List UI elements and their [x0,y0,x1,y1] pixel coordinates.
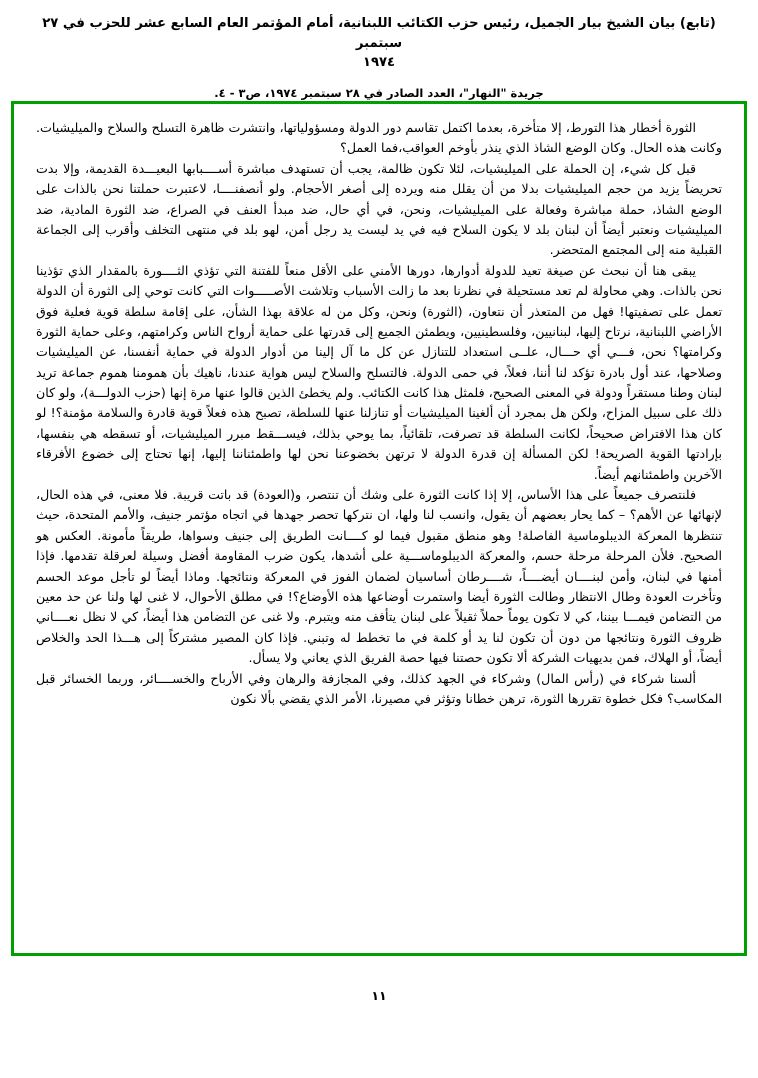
body-paragraph: ألسنا شركاء في (رأس المال) وشركاء في الجهد كذلك، وفي المجازفة والرهان وفي الأرباح والخســــائر، وربما الخسائر قبل المكاسب؟ فكل خطوة تقررها الثورة، ترهن خطانا وتؤثر في مصيرنا، الأمر الذي يقضي بألا نكون [36,670,722,706]
body-paragraph: الثورة أخطار هذا التورط، إلا متأخرة، بعدما اكتمل تقاسم دور الدولة ومسؤولياتها، وانتشرت ظاهرة التسلح والسلاح والميليشيات. وكانت هذه الحال. وكان الوضع الشاذ الذي ينذر بأوخم العواقب،فما العمل؟ [36,120,722,156]
document-header [29,14,729,100]
header-year: ١٩٧٤ [362,54,396,70]
document-body [36,118,722,709]
header-source: جريدة "النهار"، العدد الصادر في ٢٨ سبتمبر ١٩٧٤، ص٣ - ٤. [214,85,544,100]
body-paragraph: قبل كل شيء، إن الحملة على الميليشيات، لئلا تكون ظالمة، يجب أن تستهدف مباشرة أســــبابها البعيـــدة القديمة، وإلا بدت تحريضاً يزيد من حجم الميليشيات بدلا من أن يقلل منه ويرده إلى أصغر الأحجام. ولو أنصفنــــا، لاعتبرت حملتنا نحن بالذات على الوضع الشاذ، حملة مباشرة وفعالة على الميليشيات، ونحن، في أي حال، ضد مبدأ العنف في الصراع، ضد الثورة المادية، ضد الميليشيات ونعتبر أيضاً أن لبنان بلد لا يكون السلاح فيه في يد ليست يد رجل أمن، لهو بلد في منتهى التخلف وأقرب إلى الجماعة القبلية منه إلى المجتمع المتحضر. [36,160,722,258]
body-paragraph: فلنتصرف جميعاً على هذا الأساس، إلا إذا كانت الثورة على وشك أن تنتصر، و(العودة) قد باتت قريبة. فلا معنى، في هذه الحال، لإنهائها عن الأهم؟ – كما يحار بعضهم أن يقول، وانسب لنا ولها، ان نتركها تحصر جهدها في اتجاه مؤتمر جنيف، والأمم المتحدة، حيث تنتظرها المعركة الديبلوماسية الفاصلة! وهو منطق مقبول فيما لو كــــانت الطريق إلى جنيف وسواها، طريقاً مأمونة. العكس هو الصحيح. فلأن المرحلة مرحلة حسم، والمعركة الديبلوماســـية على أشدها، يكون ضرب المقاومة أفضل وسيلة لعرقلة تقدمها. فإذا أمنها في لبنان، وأمن لبنــــان أيضــــاً، شــــرطان أساسيان لضمان الفوز في المعركة ونتائجها. وماذا أيضاً لو تأجل موعد الحسم وتأخرت العودة وطال الانتظار وطالت الثورة أيضا واستمرت أوضاعها هذه الأوضاع؟! في مطلق الأحوال، لا غنى لها ولنا عن حد معين من التضامن فيمـــا بيننا، كي لا تكون يوماً حملاً ثقيلاً على لبنان يتأفف منه ويتبرم. ولا غنى عن التضامن هذا أيضاً، كي لا نظل نعــــاني ظروف الثورة ونتائجها من دون أن تكون لنا يد أو كلمة في ما تخطط له وتبني. فإذا كان المصير مشتركاً إلى هـــذا الحد والخلاص أيضاً، أو الهلاك، فمن بديهيات الشركة ألا تكون حصتنا فيها حصة الفريق الذي يعاني ولا يسأل. [36,487,722,666]
body-paragraph: يبقى هنا أن نبحث عن صيغة تعيد للدولة أدوارها، دورها الأمني على الأقل منعاً للفتنة التي تؤذي الثــــورة بالمقدار الذي تؤذينا نحن بالذات. وهي محاولة لم تعد مستحيلة في نظرنا بعد ما زالت الأسباب وتلاشت الأصـــــوات التي كانت توحي إلى الثورة أن الدولة تعمل على تصفيتها! فهل من المتعذر أن نتعاون، (الثورة) ونحن، وكل من له علاقة بهذا الشأن، على إقامة سلطة قوية فعلية فوق الأراضي اللبنانية، نرتاح إليها، لبنانيين، وفلسطينيين، ويطمئن الجميع إلى قدرتها على حماية أرواح الناس وكرامتهم، وعلى حماية الثورة وكرامتها؟ نحن، فـــي أي حـــال، علــى استعداد للتنازل عن كل ما آل إلينا من أدوار الدولة في حماية أنفسنا، عن الميليشيات وصلاحها، عند أول بادرة تؤكد لنا أننا، فعلاً، في حمى الدولة. فالتسلح والسلاح ليس هواية عندنا، ناهيك بأن همومنا هموم جماعة تريد لبنان وطنا مستقراً ودولة في المعنى الصحيح، فلمثل هذا كانت الكتائب. ولم يخطئ الذين قالوا عنها مرة إنها (حزب الدولـــة)، ولو كان ذلك على سبيل المزاح، ولكن هل بمجرد أن ألغينا الميليشيات أو تنازلنا عنها للسلطة، تصبح هذه فعلاً قوية قادرة والسلامة مؤمنة؟! لو كان هذا الافتراض صحيحاً، لكانت السلطة قد تصرفت، تلقائياً، بما يوحي بذلك، فيســـقط مبرر الميليشيات، أو تسقطه هي بنفسها، بإرادتها القوية الصريحة! لكن المسألة إن قدرة الدولة لا ترتهن بخضوعنا نحن لها واطمئناننا إليها، إنها تحتاج إلى خضوع الأفرقاء الآخرين واطمئنانهم أيضاً. [36,262,722,482]
header-title: (تابع) بيان الشيخ بيار الجميل، رئيس حزب الكتائب اللبنانية، أمام المؤتمر العام السابع عشر للحزب في ٢٧ سبتمبر [42,16,716,52]
page-number: ١١ [371,988,387,1003]
